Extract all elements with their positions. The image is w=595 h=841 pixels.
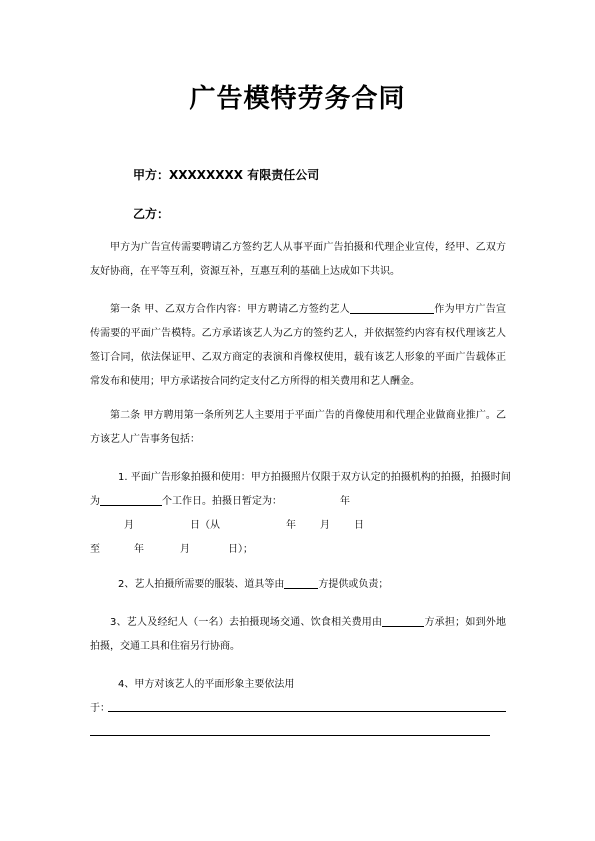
usage-blank-line-2 xyxy=(90,735,490,736)
item-1-schedule: 个工作日。拍摄日暂定为： xyxy=(162,496,282,507)
item-4-line-2: 于： xyxy=(90,703,110,714)
date-month-1: 月 xyxy=(124,520,134,531)
travel-party-blank xyxy=(382,613,424,627)
date-day-end: 日）； xyxy=(228,544,253,555)
item-1-for: 为 xyxy=(90,496,100,507)
party-a: 甲方：XXXXXXXX 有限责任公司 xyxy=(133,168,320,182)
item-2-text: 2、艺人拍摄所需要的服装、道具等由 xyxy=(118,579,285,590)
intro-paragraph: 甲方为广告宣传需要聘请乙方签约艺人从事平面广告拍摄和代理企业宣传，经甲、乙双方友好协商，在平等互利，资源互补，互惠互利的基础上达成如下共识。 xyxy=(90,242,506,277)
date-year-2: 年 xyxy=(286,520,296,531)
item-1-line-1: 1. 平面广告形象拍摄和使用：甲方拍摄照片仅限于双方认定的拍摄机构的拍摄，拍摄时间 xyxy=(118,472,511,483)
props-party-blank xyxy=(284,575,318,589)
artist-name-blank xyxy=(350,300,434,314)
usage-blank-line-1 xyxy=(108,711,506,712)
date-day-from: 日（从 xyxy=(190,520,220,531)
article-1-text-rest: 作为甲方广告宣传需要的平面广告模特。乙方承诺该艺人为乙方的签约艺人，并依据签约内容有权代理该艺人签订合同，依法保证甲、乙双方商定的表演和肖像权使用，载有该艺人形象的平面广告载体正常发布和使用；甲方承诺按合同约定支付乙方所得的相关费用和艺人酬金。 xyxy=(90,304,507,387)
article-2: 第二条 甲方聘用第一条所列艺人主要用于平面广告的肖像使用和代理企业做商业推广。乙方该艺人广告事务包括： xyxy=(90,410,506,445)
document-title: 广告模特劳务合同 xyxy=(189,84,406,114)
item-2-suffix: 方提供或负责； xyxy=(318,579,389,590)
article-1-text-start: 第一条 甲、乙双方合作内容：甲方聘请乙方签约艺人 xyxy=(110,304,351,315)
date-year-1: 年 xyxy=(340,496,350,507)
date-month-2: 月 xyxy=(320,520,330,531)
item-3-suffix: 方承担；如到外地拍摄，交通工具和住宿另行协商。 xyxy=(90,617,506,652)
date-day-2: 日 xyxy=(354,520,364,531)
item-3 xyxy=(90,611,506,659)
item-1-line-2 xyxy=(90,490,282,514)
workdays-blank xyxy=(100,492,162,506)
item-4-line-1: 4、甲方对该艺人的平面形象主要依法用 xyxy=(118,679,295,690)
item-3-text: 3、艺人及经纪人（一名）去拍摄现场交通、饮食相关费用由 xyxy=(110,617,383,628)
article-1 xyxy=(90,298,506,394)
date-year-3: 年 xyxy=(134,544,144,555)
party-b: 乙方： xyxy=(133,207,170,221)
date-to: 至 xyxy=(90,544,100,555)
date-month-3: 月 xyxy=(180,544,190,555)
item-2 xyxy=(118,573,388,597)
